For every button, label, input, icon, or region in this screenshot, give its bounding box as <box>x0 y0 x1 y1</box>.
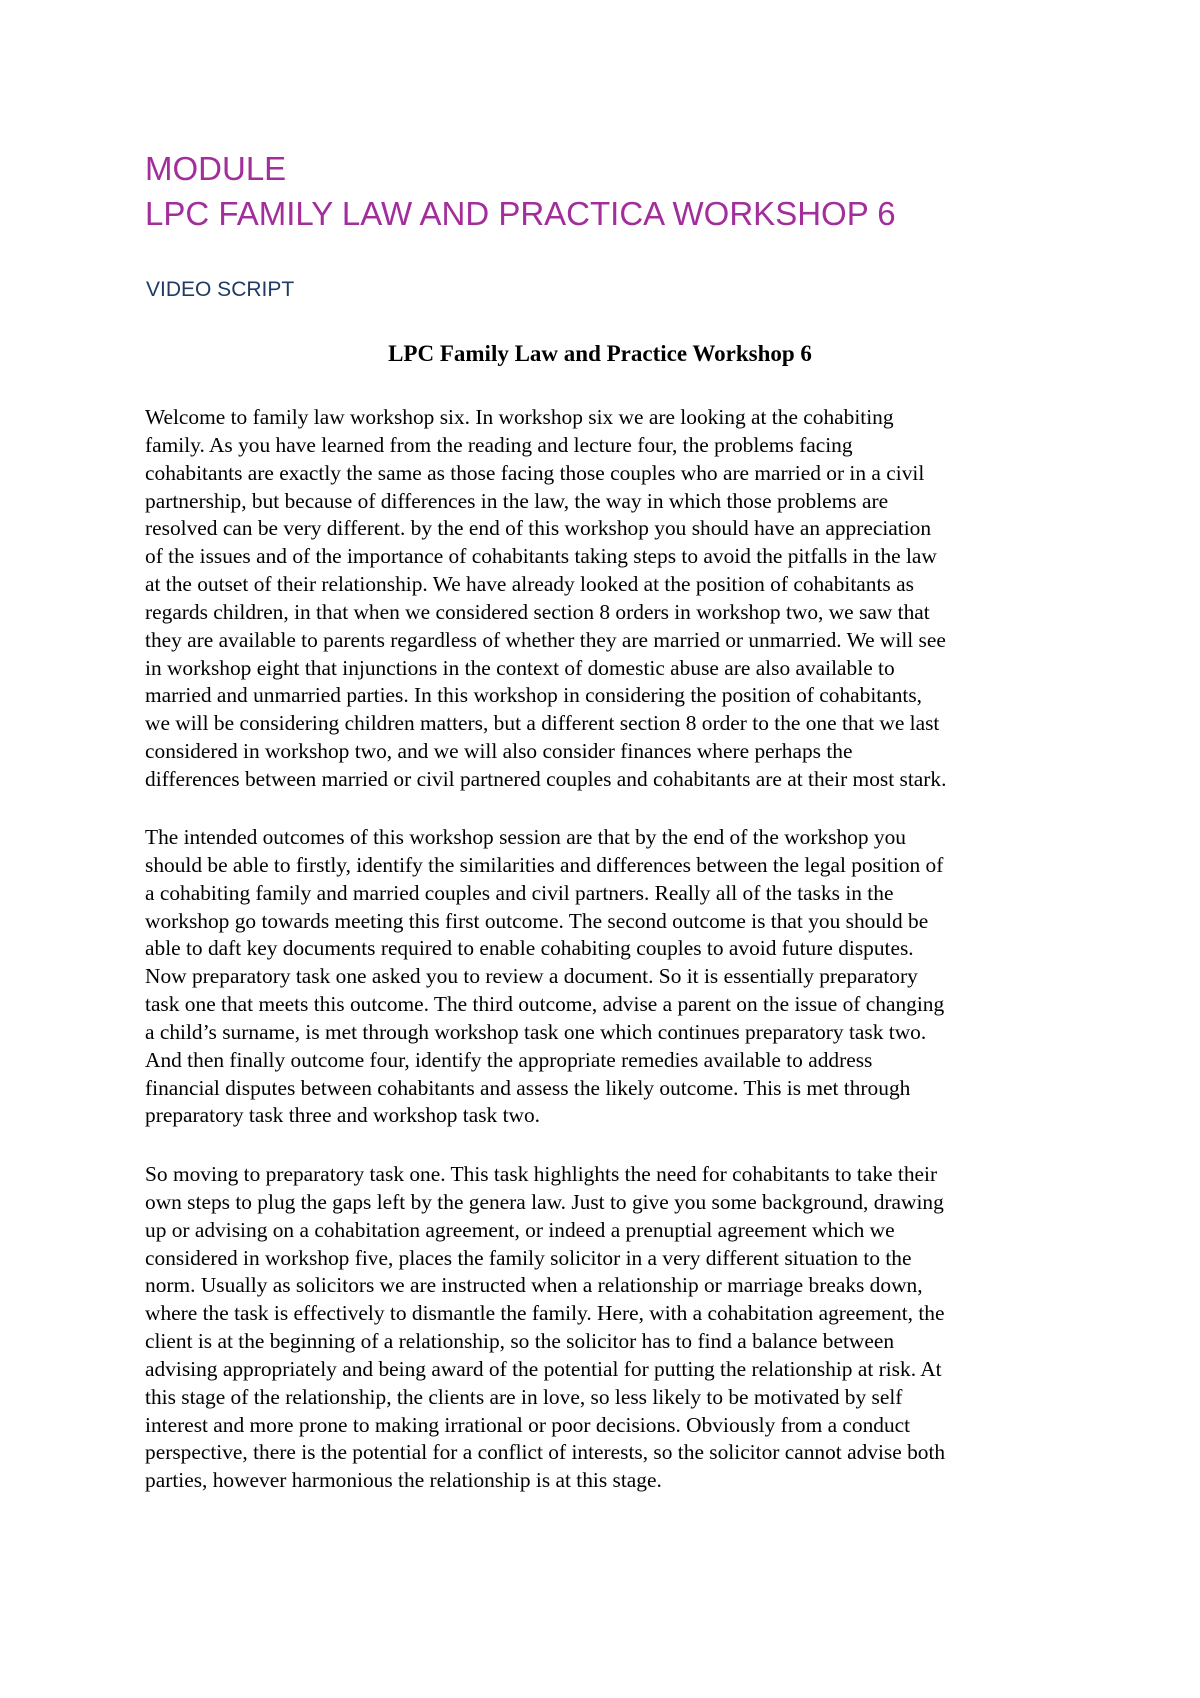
paragraph-line: So moving to preparatory task one. This task highlights the need for cohabitants to take their <box>145 1162 938 1186</box>
paragraph-line: parties, however harmonious the relationship is at this stage. <box>145 1468 662 1493</box>
paragraph-line: advising appropriately and being award of the potential for putting the relationship at risk. At <box>145 1356 942 1381</box>
paragraph-line: differences between married or civil partnered couples and cohabitants are at their most stark. <box>145 766 947 791</box>
paragraph-line: married and unmarried parties. In this workshop in considering the position of cohabitants, <box>145 683 923 708</box>
video-script-label: VIDEO SCRIPT <box>146 278 295 301</box>
paragraph-line: Welcome to family law workshop six. In workshop six we are looking at the cohabiting <box>145 405 894 429</box>
paragraph-line: regards children, in that when we considered section 8 orders in workshop two, we saw that <box>145 599 930 624</box>
paragraph-line: resolved can be very different. by the end of this workshop you should have an appreciation <box>145 516 932 541</box>
paragraph-line: a child’s surname, is met through workshop task one which continues preparatory task two. <box>145 1019 927 1044</box>
intro-paragraph <box>145 404 1085 794</box>
paragraph-line: of the issues and of the importance of cohabitants taking steps to avoid the pitfalls in the law <box>145 544 937 569</box>
outcomes-paragraph <box>145 824 1085 1130</box>
paragraph-line: norm. Usually as solicitors we are instructed when a relationship or marriage breaks down, <box>145 1273 923 1298</box>
paragraph-line: interest and more prone to making irrational or poor decisions. Obviously from a conduct <box>145 1412 911 1437</box>
paragraph-line: considered in workshop two, and we will also consider finances where perhaps the <box>145 739 853 764</box>
module-label: MODULE <box>145 150 287 187</box>
paragraph-line: workshop go towards meeting this first outcome. The second outcome is that you should be <box>145 908 929 933</box>
paragraph-line: they are available to parents regardless of whether they are married or unmarried. We will see <box>145 627 946 652</box>
paragraph-line: able to daft key documents required to enable cohabiting couples to avoid future disputes. <box>145 936 914 961</box>
paragraph-line: task one that meets this outcome. The third outcome, advise a parent on the issue of changing <box>145 992 945 1017</box>
paragraph-line: Now preparatory task one asked you to review a document. So it is essentially preparatory <box>145 964 918 989</box>
paragraph-line: considered in workshop five, places the family solicitor in a very different situation to the <box>145 1245 912 1270</box>
paragraph-line: this stage of the relationship, the clients are in love, so less likely to be motivated by self <box>145 1384 903 1409</box>
paragraph-line: partnership, but because of differences in the law, the way in which those problems are <box>145 488 889 513</box>
document-title: LPC Family Law and Practice Workshop 6 <box>388 341 812 366</box>
paragraph-line: The intended outcomes of this workshop session are that by the end of the workshop you <box>145 825 907 849</box>
paragraph-line: a cohabiting family and married couples and civil partners. Really all of the tasks in the <box>145 880 894 905</box>
paragraph-line: own steps to plug the gaps left by the genera law. Just to give you some background, drawing <box>145 1189 944 1214</box>
paragraph-line: we will be considering children matters, but a different section 8 order to the one that we last <box>145 711 940 736</box>
workshop-title: LPC FAMILY LAW AND PRACTICA WORKSHOP 6 <box>145 195 896 232</box>
paragraph-line: financial disputes between cohabitants and assess the likely outcome. This is met through <box>145 1075 911 1100</box>
paragraph-line: at the outset of their relationship. We have already looked at the position of cohabitants as <box>145 572 914 597</box>
paragraph-line: cohabitants are exactly the same as those facing those couples who are married or in a civil <box>145 460 925 485</box>
paragraph-line: up or advising on a cohabitation agreement, or indeed a prenuptial agreement which we <box>145 1217 895 1242</box>
paragraph-line: should be able to firstly, identify the similarities and differences between the legal position of <box>145 852 944 877</box>
paragraph-line: preparatory task three and workshop task two. <box>145 1103 541 1128</box>
paragraph-line: And then finally outcome four, identify the appropriate remedies available to address <box>145 1047 873 1072</box>
paragraph-line: where the task is effectively to dismantle the family. Here, with a cohabitation agreement, the <box>145 1301 945 1326</box>
paragraph-line: perspective, there is the potential for a conflict of interests, so the solicitor cannot advise both <box>145 1440 946 1465</box>
paragraph-line: family. As you have learned from the reading and lecture four, the problems facing <box>145 432 853 457</box>
paragraph-line: client is at the beginning of a relationship, so the solicitor has to find a balance between <box>145 1329 895 1354</box>
preparatory-task-paragraph <box>145 1161 1085 1495</box>
module-heading <box>145 146 1095 236</box>
paragraph-line: in workshop eight that injunctions in the context of domestic abuse are also available to <box>145 655 895 680</box>
